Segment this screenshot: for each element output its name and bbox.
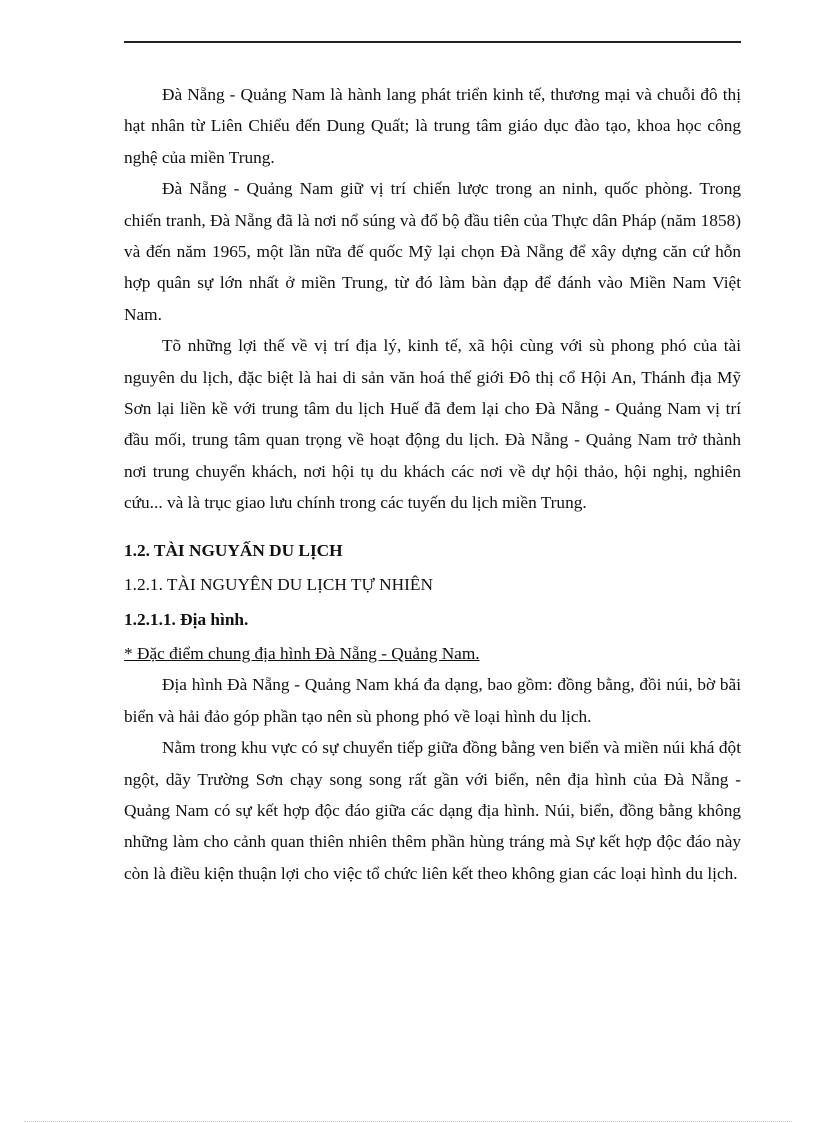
- footer-dotted-rule: [24, 1121, 792, 1122]
- terrain-paragraph-1: Địa hình Đà Nẵng - Quảng Nam khá đa dạng, bao gồm: đồng bằng, đồi núi, bờ bãi biển và hải đảo góp phần tạo nên sù phong phó về loại hình du lịch.: [124, 675, 741, 726]
- subsubsection-heading: 1.2.1.1. Địa hình.: [124, 609, 249, 629]
- document-body: [124, 79, 741, 889]
- section-heading: 1.2. TÀI NGUYẤN DU LỊCH: [124, 540, 343, 560]
- terrain-paragraph-2: Nằm trong khu vực có sự chuyển tiếp giữa đồng bằng ven biển và miền núi khá đột ngột, dãy Trường Sơn chạy song song rất gần với biển, nên địa hình của Đà Nẵng - Quảng Nam có sự kết hợp độc đáo giữa các dạng địa hình. Núi, biển, đồng bằng không những làm cho cảnh quan thiên nhiên thêm phần hùng tráng mà Sự kết hợp độc đáo này còn là điều kiện thuận lợi cho việc tổ chức liên kết theo không gian các loại hình du lịch.: [124, 738, 741, 883]
- intro-paragraph-2: Đà Nẵng - Quảng Nam giữ vị trí chiến lược trong an ninh, quốc phòng. Trong chiến tranh, Đà Nẵng đã là nơi nổ súng và đổ bộ đầu tiên của Thực dân Pháp (năm 1858) và đến năm 1965, một lần nữa đế quốc Mỹ lại chọn Đà Nẵng để xây dựng căn cứ hỗn hợp quân sự lớn nhất ở miền Trung, từ đó làm bàn đạp để đánh vào Miền Nam Việt Nam.: [124, 179, 741, 324]
- header-rule: [124, 41, 741, 43]
- underlined-heading: * Đặc điểm chung địa hình Đà Nẵng - Quảng Nam.: [124, 643, 480, 663]
- intro-paragraph-1: Đà Nẵng - Quảng Nam là hành lang phát triển kinh tế, thương mại và chuỗi đô thị hạt nhân từ Liên Chiểu đến Dung Quất; là trung tâm giáo dục đào tạo, khoa học công nghệ của miền Trung.: [124, 85, 741, 167]
- intro-paragraph-3: Tõ những lợi thế về vị trí địa lý, kinh tế, xã hội cùng với sù phong phó của tài nguyên du lịch, đặc biệt là hai di sản văn hoá thế giới Đô thị cổ Hội An, Thánh địa Mỹ Sơn lại liền kề với trung tâm du lịch Huế đã đem lại cho Đà Nẵng - Quảng Nam vị trí đầu mối, trung tâm quan trọng về hoạt động du lịch. Đà Nẵng - Quảng Nam trở thành nơi trung chuyển khách, nơi hội tụ du khách các nơi về dự hội thảo, hội nghị, nghiên cứu... và là trục giao lưu chính trong các tuyến du lịch miền Trung.: [124, 336, 741, 513]
- subsection-heading: 1.2.1. TÀI NGUYÊN DU LỊCH TỰ NHIÊN: [124, 575, 433, 595]
